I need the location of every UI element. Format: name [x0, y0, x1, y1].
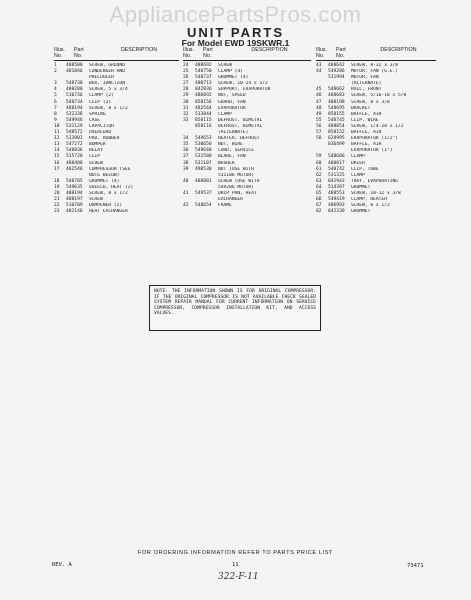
- part-number: 548572: [66, 130, 83, 136]
- illus-number: 32: [183, 111, 189, 117]
- illus-number: 6: [54, 99, 57, 105]
- part-number: 548662: [328, 87, 345, 93]
- illus-number: 47: [316, 99, 322, 105]
- no-label: No.: [54, 53, 63, 59]
- handwritten-annotation: 322-F-11: [218, 572, 259, 582]
- part-number: 513901: [66, 136, 83, 142]
- part-description: EXCHANGER: [218, 197, 243, 203]
- illus-number: 13: [54, 142, 60, 148]
- watermark: AppliancePartsPros.com: [109, 2, 362, 27]
- part-description: SCREW: [89, 197, 103, 203]
- part-description: (ALTERNATE): [218, 130, 249, 136]
- part-description: CONDENSER AND: [89, 69, 125, 75]
- parts-column-2: [183, 47, 311, 209]
- illus-number: 2: [54, 69, 57, 75]
- part-description: CLIP (2): [89, 99, 112, 105]
- part-number: 842339: [328, 209, 345, 215]
- compressor-note: NOTE: THE INFORMATION SHOWN IS FOR ORIGINAL COMPRESSOR. IF THE ORIGINAL COMPRESSOR IS NOT AVAILABLE CHECK SEALED SYSTEM REPAIR MANUAL FOR CURRENT INFORMATION ON SERVICE COMPRESSOR, COMPRESSOR INSTALLATION KIT, AND ACCESS VALVES.: [149, 285, 321, 331]
- part-number: 548695: [328, 105, 345, 111]
- illus-number: 21: [54, 197, 60, 203]
- part-number: 858115: [195, 117, 212, 123]
- part-number: 548606: [328, 154, 345, 160]
- part-number: 482544: [195, 105, 212, 111]
- illus-number: 46: [316, 93, 322, 99]
- illus-number: 36: [183, 148, 189, 154]
- illus-number: 8: [54, 111, 57, 117]
- part-description: CLAMP: [351, 172, 365, 178]
- illus-label: Illus.: [316, 47, 327, 53]
- illus-number: 55: [316, 117, 322, 123]
- part-description: GROMMET: [351, 184, 371, 190]
- illus-number: 22: [54, 203, 60, 209]
- illus-number: 11: [54, 130, 60, 136]
- illus-number: 16: [54, 160, 60, 166]
- part-number: 498530: [195, 166, 212, 172]
- part-description: GUARD, FAN: [218, 99, 246, 105]
- illus-number: 26: [183, 75, 189, 81]
- ordering-footer: FOR ORDERING INFORMATION REFER TO PARTS PRICE LIST: [137, 550, 334, 556]
- illus-number: 38: [183, 160, 189, 166]
- parts-rows: [316, 63, 436, 215]
- part-number: 531994: [328, 75, 345, 81]
- part-description: PRECOOLER: [89, 75, 114, 81]
- part-number: 515720: [66, 154, 83, 160]
- column-header: [54, 47, 179, 61]
- column-header: [183, 47, 311, 61]
- part-number: 549635: [66, 184, 83, 190]
- part-no-label: No.: [336, 53, 345, 59]
- part-number: 486092: [195, 93, 212, 99]
- revision-label: REV. A: [52, 562, 72, 568]
- part-number: 488197: [66, 197, 83, 203]
- page-number: 11: [232, 562, 239, 568]
- part-number: 488400: [66, 160, 83, 166]
- part-number: 488280: [66, 87, 83, 93]
- part-description: 531106 MOTOR): [218, 172, 254, 178]
- part-number: 858155: [328, 111, 345, 117]
- part-description: EVAPORATOR: [218, 105, 246, 111]
- illus-number: 60: [316, 160, 322, 166]
- part-description: SCREW, 8-32 x 3/8: [351, 63, 399, 68]
- illus-number: 12: [54, 136, 60, 142]
- part-description: SPRING: [89, 111, 106, 117]
- part-number: 548737: [195, 75, 212, 81]
- part-number: 510736: [66, 93, 83, 99]
- part-number: 858156: [195, 99, 212, 105]
- part-description: SCREW, 5/16-18 x 5/8: [351, 93, 407, 99]
- illus-number: 18: [54, 178, 60, 184]
- document-code: 73471: [407, 563, 424, 569]
- part-description: NOTE BELOW): [89, 172, 120, 178]
- part-number: 486993: [328, 203, 345, 209]
- part-description: NUT, SPEED: [218, 93, 246, 99]
- page-subtitle: For Model EWD 19SKWR.1: [181, 38, 290, 48]
- illus-number: 3: [54, 81, 57, 87]
- part-description: DAMPENER (2): [89, 203, 123, 209]
- illus-number: 40: [183, 178, 189, 184]
- part-no-label: No.: [203, 53, 212, 59]
- illus-number: 10: [54, 123, 60, 129]
- illus-number: 7: [54, 105, 57, 111]
- part-number: 488683: [328, 93, 345, 99]
- part-description: BAFFLE, AIR: [351, 142, 382, 148]
- illus-number: 42: [183, 203, 189, 209]
- part-number: 462546: [66, 166, 83, 172]
- illus-label: Illus.: [54, 47, 65, 53]
- part-description: BRACKET: [351, 105, 371, 111]
- illus-number: 66: [316, 197, 322, 203]
- illus-number: 65: [316, 190, 322, 196]
- illus-number: 34: [183, 136, 189, 142]
- illus-number: 29: [183, 93, 189, 99]
- illus-number: 43: [316, 63, 322, 68]
- part-description: DEFROST, BIMETAL: [218, 117, 263, 123]
- part-number: 548734: [66, 99, 83, 105]
- part-description: SCREW: [218, 63, 232, 68]
- part-description: SCREW, 10-24 x 1/2: [218, 81, 268, 87]
- part-number: 531129: [66, 123, 83, 129]
- illus-number: 59: [316, 154, 322, 160]
- illus-number: 35: [183, 142, 189, 148]
- part-description: BOX, JUNCTION: [89, 81, 125, 87]
- part-description: CLAMP (4): [218, 69, 243, 75]
- part-description: CORD, SERVICE: [218, 148, 254, 154]
- part-description: EVAPORATOR (1"): [351, 148, 393, 154]
- part-label: Part: [336, 47, 346, 53]
- part-description: SCREW, 8 x 3/8: [351, 99, 390, 105]
- part-description: EVAPORATOR (1/2"): [351, 136, 399, 142]
- illus-number: 61: [316, 166, 322, 172]
- part-label: Part: [74, 47, 84, 53]
- part-description: CLIP, TUBE: [351, 166, 379, 172]
- illus-number: 48: [316, 105, 322, 111]
- part-description: GROMMET (4): [218, 75, 249, 81]
- part-description: CLAMP, HEATER: [351, 197, 387, 203]
- no-label: No.: [183, 53, 192, 59]
- illus-number: 82: [316, 209, 322, 215]
- no-label: No.: [316, 53, 325, 59]
- part-row: [316, 209, 436, 215]
- part-description: OVERLOAD: [89, 130, 112, 136]
- part-description: FRAME: [218, 203, 232, 209]
- part-description: CLIP: [89, 154, 101, 160]
- part-number: 488854: [328, 123, 345, 129]
- part-description: CLAMP: [218, 111, 232, 117]
- part-number: 531107: [195, 160, 212, 166]
- part-number: 480017: [328, 160, 345, 166]
- part-number: 481846: [66, 69, 83, 75]
- part-description: DRIER: [351, 160, 365, 166]
- part-description: SHIELD, HEAT (2): [89, 184, 134, 190]
- illus-number: 67: [316, 203, 322, 209]
- illus-number: 4: [54, 87, 57, 93]
- illus-number: 27: [183, 81, 189, 87]
- description-label: DESCRIPTION: [380, 47, 417, 53]
- part-number: 548745: [328, 117, 345, 123]
- illus-number: 25: [183, 69, 189, 75]
- illus-number: 49: [316, 111, 322, 117]
- part-number: 549419: [328, 197, 345, 203]
- part-number: 858116: [195, 123, 212, 129]
- part-no-label: No.: [74, 53, 83, 59]
- part-description: SCREW, GROUND: [89, 63, 125, 68]
- part-number: 547272: [66, 142, 83, 148]
- part-number: 488553: [328, 190, 345, 196]
- parts-column-1: [54, 47, 179, 215]
- part-description: MOTOR, FAN (G.E.): [351, 69, 399, 75]
- part-description: CASE: [89, 117, 101, 123]
- illus-number: 20: [54, 190, 60, 196]
- illus-number: 28: [183, 87, 189, 93]
- part-description: CAPACITOR: [89, 123, 114, 129]
- part-number: 549286: [328, 69, 345, 75]
- part-description: NUT (USE WITH: [218, 166, 254, 172]
- part-row: [183, 203, 311, 209]
- part-description: SUPPORT, EVAPORATOR: [218, 87, 271, 93]
- illus-number: 24: [183, 63, 189, 68]
- part-number: 548836: [66, 148, 83, 154]
- part-number: 531338: [66, 111, 83, 117]
- illus-number: 58: [316, 136, 322, 142]
- illus-number: 45: [316, 87, 322, 93]
- illus-number: 56: [316, 123, 322, 129]
- part-description: WASHER: [218, 160, 235, 166]
- part-description: CLAMP: [351, 154, 365, 160]
- illus-number: 64: [316, 184, 322, 190]
- part-number: 548738: [66, 81, 83, 87]
- part-number: 488692: [195, 63, 212, 68]
- part-description: PAD, RUBBER: [89, 136, 120, 142]
- description-label: DESCRIPTION: [251, 47, 288, 53]
- part-description: (ALTERNATE): [351, 81, 382, 87]
- part-description: SCREW: [89, 160, 103, 166]
- part-number: 548750: [195, 69, 212, 75]
- part-number: 548742: [328, 166, 345, 172]
- part-description: SCREW, 10-12 x 3/8: [351, 190, 401, 196]
- illus-number: 33: [183, 117, 189, 123]
- illus-number: 9: [54, 117, 57, 123]
- part-description: BAFFLE, AIR: [351, 111, 382, 117]
- illus-number: 31: [183, 105, 189, 111]
- illus-number: 1: [54, 63, 57, 68]
- part-description: DEFROST, BIMETAL: [218, 123, 263, 129]
- illus-number: 19: [54, 184, 60, 190]
- illus-number: 44: [316, 69, 322, 75]
- part-number: 488801: [195, 178, 212, 184]
- part-description: RELAY: [89, 148, 103, 154]
- part-description: 549286 MOTOR): [218, 184, 254, 190]
- illus-number: 17: [54, 166, 60, 172]
- illus-number: 57: [316, 130, 322, 136]
- part-number: 548654: [195, 203, 212, 209]
- parts-rows: [54, 63, 179, 215]
- part-description: SCREW, 5 x 3/4: [89, 87, 128, 93]
- part-number: 549946: [66, 117, 83, 123]
- part-number: 858152: [328, 130, 345, 136]
- description-label: DESCRIPTION: [120, 47, 158, 53]
- part-description: SCREW, 8 x 1/2: [351, 203, 390, 209]
- illus-number: 15: [54, 154, 60, 160]
- illus-number: 5: [54, 93, 57, 99]
- part-number: 549537: [195, 190, 212, 196]
- illus-number: 41: [183, 190, 189, 196]
- part-description: TRAY, EVAPORATING: [351, 178, 399, 184]
- illus-number: 62: [316, 172, 322, 178]
- part-description: COMPRESSOR (SEE: [89, 166, 131, 172]
- part-description: BUMPER: [89, 142, 106, 148]
- part-description: SCREW, 1/4-28 x 1/2: [351, 123, 404, 129]
- part-number: 531325: [328, 172, 345, 178]
- part-number: 842836: [195, 87, 212, 93]
- column-header: [316, 47, 436, 61]
- illus-number: 63: [316, 178, 322, 184]
- part-description: SCREW, 8 x 1/2: [89, 190, 128, 196]
- illus-label: Illus.: [183, 47, 194, 53]
- part-number: 514397: [328, 184, 345, 190]
- part-number: 488194: [66, 105, 83, 111]
- illus-number: 37: [183, 154, 189, 160]
- part-number: 549640: [195, 148, 212, 154]
- part-description: BLADE, FAN: [218, 154, 246, 160]
- part-number: 629995: [328, 136, 345, 142]
- part-number: 531580: [195, 154, 212, 160]
- part-number: 549653: [195, 136, 212, 142]
- illus-number: 23: [54, 209, 60, 215]
- illus-number: 39: [183, 166, 189, 172]
- part-description: GROMMET (4): [89, 178, 120, 184]
- part-number: 530650: [195, 142, 212, 148]
- part-description: SCREW (USE WITH: [218, 178, 260, 184]
- illus-number: 30: [183, 99, 189, 105]
- part-description: DRIP PAN, HEAT: [218, 190, 257, 196]
- part-number: 488194: [66, 190, 83, 196]
- part-description: RAIL, FRONT: [351, 87, 382, 93]
- part-description: NUT, WIRE: [218, 142, 243, 148]
- part-description: CLIP, WIRE: [351, 117, 379, 123]
- part-description: GROMMET: [351, 209, 371, 215]
- part-number: 513844: [195, 111, 212, 117]
- part-row: [54, 209, 179, 215]
- parts-column-3: [316, 47, 436, 215]
- parts-rows: [183, 63, 311, 209]
- part-number: 842943: [328, 178, 345, 184]
- part-description: MOTOR, FAN: [351, 75, 379, 81]
- part-description: CLAMP (2): [89, 93, 114, 99]
- part-description: HEATER, DEFROST: [218, 136, 260, 142]
- part-description: SCREW, 8 x 1/2: [89, 105, 128, 111]
- page-title: UNIT PARTS: [186, 25, 285, 40]
- part-number: 488642: [328, 63, 345, 68]
- part-number: 482146: [66, 209, 83, 215]
- part-number: 488713: [195, 81, 212, 87]
- part-number: 510709: [66, 203, 83, 209]
- part-number: 548785: [66, 178, 83, 184]
- part-description: BAFFLE, AIR: [351, 130, 382, 136]
- part-number: 836499: [328, 142, 345, 148]
- part-label: Part: [203, 47, 213, 53]
- part-description: HEAT EXCHANGER: [89, 209, 128, 215]
- illus-number: 14: [54, 148, 60, 154]
- part-number: 488198: [328, 99, 345, 105]
- part-number: 488500: [66, 63, 83, 68]
